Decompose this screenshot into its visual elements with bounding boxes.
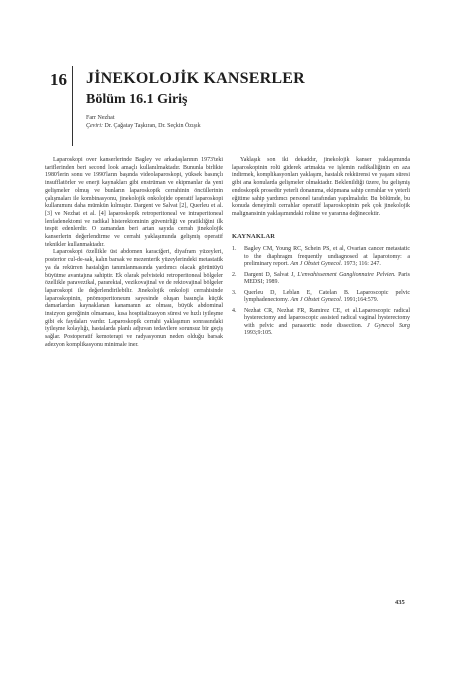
reference-item: 2. Dargent D, Salvat J, L'envahissement Ganglionnaire Pelvien. Paris MEDSI; 1989. xyxy=(232,271,410,286)
page-number: 435 xyxy=(395,599,405,606)
chapter-divider-rule xyxy=(72,66,73,146)
reference-item: 4. Nezhat CR, Nezhat FR, Ramirez CE, et al.Laparoscopic radical hysterectomy and laparoscopic assisted radical vaginal hysterectomy with pelvic and paraaortic node dissection. J Gynecol Surg 1993;9:105. xyxy=(232,307,410,337)
chapter-number: 16 xyxy=(50,70,67,89)
body-paragraph-1: Laparoskopi over kanserlerinde Bagley ve arkadaşlarının 1973'teki tariflerinden beri second look amaçlı kullanılmaktadır. Bununla birlikte 1980'lerin sonu ve 1990'ların başında videolaparoskopi, yüksek basınçlı insufflatörler ve enerji kaynakları gibi enstrüman ve ekipmanlar da yeni gelişmeler olmuş ve bunların laparoskopik cerrahinin öncüllerinin çalışmaları ile kombinasyonu, jinekolojik onkolojide operatif laparoskopi kullanımını daha mümkün kılmıştır. Dargent ve Salvat [2], Querleu et al. [3] ve Nezhat et al. [4] laparoskopik retroperitoneal ve intraperitoneal lenfadenektomi ve radikal histerektominin güvenirliği ve pratikliğini ilk tespit edenlerdir. O zamandan beri artan sayıda cerrah jinekolojik kanserlerin değerlendirme ve cerrahi yaklaşımında gelişmiş operatif teknikler kullanmaktadır. xyxy=(45,157,223,248)
section-title: Bölüm 16.1 Giriş xyxy=(86,92,188,107)
references-heading: KAYNAKLAR xyxy=(232,232,276,240)
reference-item: 3. Querleu D, Leblan E, Catelan B. Laparoscopic pelvic lymphadenectomy. Am J Obstet Gynecol. 1991;164:579. xyxy=(232,289,410,304)
body-paragraph-2: Laparoskopi özellikle üst abdomen karaciğeri, diyafram yüzeyleri, posterior cul-de-sak, kalın barsak ve mezenterik yüzeylerindeki metastatik ya da rekürren hastalığın tanımlanmasında yardımcı olacak görüntüyü büyütme avantajına sahiptir. Ek olarak pelvisteki retroperitoneal bölgeler özellikle paravezikal, pararektal, vezikovajinal ve de rektovajinal bölgeler laparoskopi ile değerlendirilebilir. Jinekolojik onkoloji cerrahisinde laparoskopinin, pnömoperitoneum sayesinde oluşan basınçla küçük damarlardan kaynaklanan kanamanın az olması, büyük abdominal insizyon gereğinin olmaması, kısa hospitalizasyon süresi ve hızlı iyileşme gibi ek faydaları vardır. Laparoskopik cerrahi yaklaşımın sonrasındaki iyileşme kolaylığı, hastalarda planlı adjuvan tedavilere sorunsuz bir geçiş sağlar. Postoperatif kemoterapi ve radyasyonun neden olduğu barsak adezyon komplikasyonu minimale iner. xyxy=(45,249,223,348)
body-column-left xyxy=(45,157,223,350)
translators-label: Çeviri: xyxy=(86,123,103,129)
body-column-right xyxy=(232,157,410,341)
chapter-title: JİNEKOLOJİK KANSERLER xyxy=(86,70,305,87)
author: Farr Nezhat xyxy=(86,115,115,121)
body-paragraph-3: Yaklaşık son iki dekaddır, jinekolojik kanser yaklaşımında laparoskopinin rolü giderek artmakta ve işlemin radikalliğinin en aza indirmek, komplikasyonları yaklaşım, hastalık rekkürensi ve yaşam süresi gibi ana konularda gelişmeler olmaktadır. Beklenildiği üzere, bu gelişmiş endoskopik prosedür yeterli donanıma, ekipmana sahip cerrahlar ve yeterli eğitime sahip yardımcı personel tarafından yapılmalıdır. Bu bölümde, bu konuda deneyimli cerrahlar operatif laparoskopinin pek çok jinekolojik malignansinin yaklaşımındaki rolüne ve yararına değinecektir. xyxy=(232,157,410,217)
references-list xyxy=(232,246,410,338)
translators-names: Dr. Çağatay Taşkıran, Dr. Seçkin Özışık xyxy=(104,123,201,129)
translators-line xyxy=(86,123,201,129)
reference-item: 1. Bagley CM, Young RC, Schein PS, et al, Ovarian cancer metastatic to the diaphragm frequently undiagnosed at laparotomy: a preliminary report. Am J Obstet Gynecol. 1973; 116: 247. xyxy=(232,246,410,268)
